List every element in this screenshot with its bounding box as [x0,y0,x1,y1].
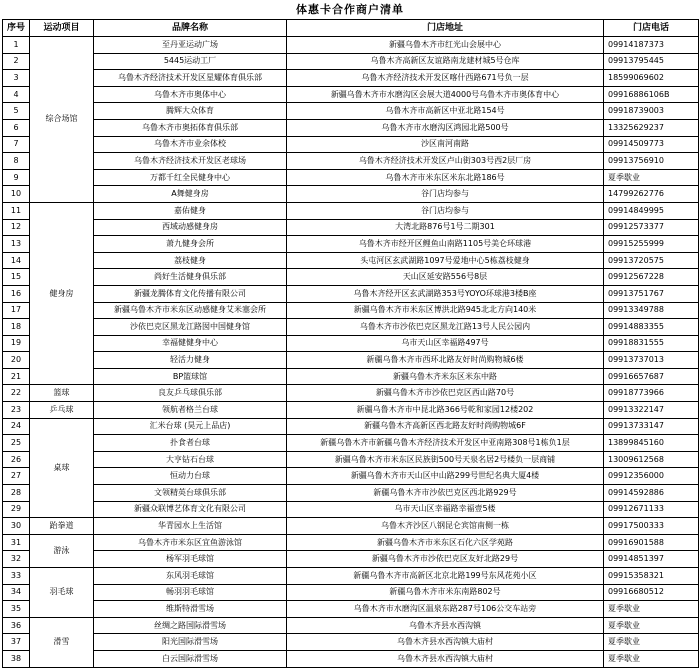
header-no: 序号 [3,20,30,37]
store-phone: 14799262776 [604,186,699,203]
store-phone: 09918773966 [604,385,699,402]
sport-category: 乒乓球 [30,402,94,419]
store-address: 新疆乌鲁木齐市天山区中山路299号世纪名典大厦4楼 [287,468,604,485]
row-number: 7 [3,136,30,153]
store-phone: 09916657687 [604,368,699,385]
table-row [3,70,699,87]
store-phone: 09916680512 [604,584,699,601]
store-phone: 09913756910 [604,153,699,170]
row-number: 2 [3,53,30,70]
table-row [3,219,699,236]
brand-name: 良友乒乓球俱乐部 [94,385,287,402]
brand-name: 华青园水上生活馆 [94,518,287,535]
store-address: 乌鲁木齐县水西沟镇大庙村 [287,650,604,667]
store-address: 乌鲁木齐市米东区米东北路186号 [287,169,604,186]
store-phone: 09913720575 [604,252,699,269]
store-phone: 09913737013 [604,352,699,369]
sport-category: 桌球 [30,418,94,518]
table-row [3,186,699,203]
table-row [3,169,699,186]
header-category: 运动项目 [30,20,94,37]
brand-name: 5445运动工厂 [94,53,287,70]
row-number: 28 [3,485,30,502]
store-address: 新疆乌鲁木齐市米东南路802号 [287,584,604,601]
brand-name: 西域动感健身房 [94,219,287,236]
table-row [3,119,699,136]
table-row [3,617,699,634]
brand-name: 乌鲁木齐市米东区宜鱼游泳馆 [94,534,287,551]
brand-name: 大亨钻石台球 [94,451,287,468]
store-address: 新疆乌鲁木齐市中昆北路366号乾和家园12楼202 [287,402,604,419]
table-row [3,335,699,352]
store-address: 乌鲁木齐市经开区鲤鱼山南路1105号美仑环球港 [287,236,604,253]
store-phone: 18599069602 [604,70,699,87]
store-phone: 09913795445 [604,53,699,70]
sport-category: 综合场馆 [30,37,94,203]
brand-name: 轻活力健身 [94,352,287,369]
store-phone: 09912567228 [604,269,699,286]
store-phone: 09914849995 [604,202,699,219]
table-row [3,202,699,219]
table-row [3,601,699,618]
store-phone: 09918739003 [604,103,699,120]
store-address: 新疆乌鲁木齐市米东区民族街500号天泉名居2号楼负一层商铺 [287,451,604,468]
row-number: 22 [3,385,30,402]
table-row [3,269,699,286]
sport-category: 健身房 [30,202,94,385]
row-number: 14 [3,252,30,269]
store-phone: 夏季歇业 [604,601,699,618]
table-row [3,435,699,452]
brand-name: 乌鲁木齐市业余体校 [94,136,287,153]
store-phone: 09912356000 [604,468,699,485]
row-number: 3 [3,70,30,87]
row-number: 5 [3,103,30,120]
store-address: 天山区延安路556号8层 [287,269,604,286]
store-address: 新疆乌鲁木齐高新区西北路友好时尚购物城6F [287,418,604,435]
header-brand: 品牌名称 [94,20,287,37]
brand-name: 萧九健身会所 [94,236,287,253]
store-address: 乌鲁木齐经开区玄武湖路353号YOYO环球港3楼B座 [287,285,604,302]
store-address: 乌鲁木齐高新区友谊路南龙建材城5号仓库 [287,53,604,70]
brand-name: 乌鲁木齐经济技术开发区星耀体育俱乐部 [94,70,287,87]
row-number: 17 [3,302,30,319]
store-phone: 13325629237 [604,119,699,136]
header-phone: 门店电话 [604,20,699,37]
row-number: 24 [3,418,30,435]
row-number: 26 [3,451,30,468]
brand-name: 至丹亚运动广场 [94,37,287,54]
table-row [3,634,699,651]
store-address: 新疆乌鲁木齐市沙依巴克区友好北路29号 [287,551,604,568]
row-number: 4 [3,86,30,103]
table-row [3,302,699,319]
table-row [3,402,699,419]
row-number: 9 [3,169,30,186]
row-number: 6 [3,119,30,136]
table-row [3,368,699,385]
brand-name: 领航者格兰台球 [94,402,287,419]
page-title: 体惠卡合作商户清单 [296,3,404,16]
table-row [3,385,699,402]
store-address: 乌市天山区幸福路497号 [287,335,604,352]
store-phone: 09913733147 [604,418,699,435]
table-row [3,86,699,103]
row-number: 15 [3,269,30,286]
brand-name: 乌鲁木齐市奥拓体育俱乐部 [94,119,287,136]
store-phone: 09918831555 [604,335,699,352]
row-number: 19 [3,335,30,352]
store-phone: 09912573377 [604,219,699,236]
table-row [3,468,699,485]
store-phone: 09913349788 [604,302,699,319]
row-number: 30 [3,518,30,535]
store-address: 乌鲁木齐市高新区中亚北路154号 [287,103,604,120]
store-phone: 夏季歇业 [604,650,699,667]
table-row [3,551,699,568]
row-number: 36 [3,617,30,634]
brand-name: 杨军羽毛球馆 [94,551,287,568]
row-number: 11 [3,202,30,219]
store-phone: 13009612568 [604,451,699,468]
row-number: 35 [3,601,30,618]
table-row [3,501,699,518]
table-row [3,37,699,54]
row-number: 18 [3,319,30,336]
row-number: 34 [3,584,30,601]
brand-name: 维斯特滑雪场 [94,601,287,618]
table-row [3,451,699,468]
store-address: 谷门店均参与 [287,186,604,203]
store-address: 乌鲁木齐经济技术开发区卢山街303号西2层厂房 [287,153,604,170]
merchant-table [2,19,699,668]
table-row [3,352,699,369]
store-address: 乌鲁木齐经济技术开发区喀什西路671号负一层 [287,70,604,87]
row-number: 37 [3,634,30,651]
store-address: 乌鲁木齐市水磨沟区温泉东路287号106公交车站旁 [287,601,604,618]
store-address: 乌鲁木齐县水西沟镇 [287,617,604,634]
brand-name: 扑食者台球 [94,435,287,452]
brand-name: 荔枝健身 [94,252,287,269]
table-row [3,319,699,336]
store-phone: 09914592886 [604,485,699,502]
table-row [3,153,699,170]
store-address: 新疆乌鲁木齐米东区米东中路 [287,368,604,385]
header-address: 门店地址 [287,20,604,37]
brand-name: 万都千红全民健身中心 [94,169,287,186]
store-address: 新疆乌鲁木齐市水磨沟区会展大道4000号乌鲁木齐市奥体育中心 [287,86,604,103]
store-address: 新疆乌鲁木齐市新疆乌鲁木齐经济技术开发区中亚南路308号1栋负1层 [287,435,604,452]
sport-category: 羽毛球 [30,568,94,618]
store-phone: 09916886106B [604,86,699,103]
row-number: 13 [3,236,30,253]
brand-name: 白云国际滑雪场 [94,650,287,667]
sport-category: 滑雪 [30,617,94,667]
brand-name: 腾辉大众体育 [94,103,287,120]
brand-name: 畅羽羽毛球馆 [94,584,287,601]
table-row [3,584,699,601]
brand-name: 恒动力台球 [94,468,287,485]
table-row [3,418,699,435]
row-number: 29 [3,501,30,518]
store-phone: 09914187373 [604,37,699,54]
table-row [3,534,699,551]
brand-name: 新疆龙腾体育文化传播有限公司 [94,285,287,302]
store-phone: 09916901588 [604,534,699,551]
row-number: 33 [3,568,30,585]
store-address: 乌市天山区幸福路幸福壹5楼 [287,501,604,518]
store-address: 新疆乌鲁木齐市沙依巴克区西北路929号 [287,485,604,502]
store-phone: 09913751767 [604,285,699,302]
table-row [3,650,699,667]
brand-name: 乌鲁木齐经济技术开发区老球场 [94,153,287,170]
store-phone: 09917500333 [604,518,699,535]
sport-category: 跆拳道 [30,518,94,535]
brand-name: 尚好生活健身俱乐部 [94,269,287,286]
row-number: 12 [3,219,30,236]
store-address: 乌鲁木齐市水磨沟区鸿园北路500号 [287,119,604,136]
store-phone: 夏季歇业 [604,634,699,651]
row-number: 31 [3,534,30,551]
row-number: 16 [3,285,30,302]
table-row [3,568,699,585]
table-row [3,252,699,269]
brand-name: 乌鲁木齐市奥体中心 [94,86,287,103]
table-row [3,236,699,253]
row-number: 21 [3,368,30,385]
store-address: 新疆乌鲁木齐市高新区北京北路199号东风花苑小区 [287,568,604,585]
brand-name: 嘉佑健身 [94,202,287,219]
store-phone: 09915255999 [604,236,699,253]
store-phone: 13899845160 [604,435,699,452]
store-phone: 09914851397 [604,551,699,568]
row-number: 20 [3,352,30,369]
brand-name: 东风羽毛球馆 [94,568,287,585]
row-number: 25 [3,435,30,452]
store-address: 大湾北路876号1号二期301 [287,219,604,236]
store-address: 乌鲁木齐县水西沟镇大庙村 [287,634,604,651]
brand-name: 汇米台球 (昊元上品店) [94,418,287,435]
store-phone: 夏季歇业 [604,169,699,186]
store-address: 新疆乌鲁木齐市红光山会展中心 [287,37,604,54]
row-number: 32 [3,551,30,568]
store-phone: 09915358321 [604,568,699,585]
store-address: 新疆乌鲁木齐市米东区博洪北路945北北方向140米 [287,302,604,319]
table-row [3,103,699,120]
brand-name: BP篮球馆 [94,368,287,385]
row-number: 27 [3,468,30,485]
table-row [3,136,699,153]
store-address: 乌鲁木齐沙区八钢昆仑宾馆南侧一栋 [287,518,604,535]
table-row [3,285,699,302]
store-phone: 09914883355 [604,319,699,336]
brand-name: 阳光国际滑雪场 [94,634,287,651]
store-address: 新疆乌鲁木齐市米东区石化六区学苑路 [287,534,604,551]
store-address: 新疆乌鲁木齐市沙依巴克区西山路70号 [287,385,604,402]
table-row [3,518,699,535]
store-address: 头屯河区玄武湖路1097号爱地中心5栋荔枝健身 [287,252,604,269]
store-address: 乌鲁木齐市沙依巴克区黑龙江路13号人民公园内 [287,319,604,336]
brand-name: 新疆众联博艺体育文化有限公司 [94,501,287,518]
brand-name: 新疆乌鲁木齐市米东区动感健身艾米塞会所 [94,302,287,319]
row-number: 8 [3,153,30,170]
table-body [3,37,699,668]
brand-name: 丝绸之路国际滑雪场 [94,617,287,634]
row-number: 38 [3,650,30,667]
store-address: 沙区南河南路 [287,136,604,153]
sport-category: 游泳 [30,534,94,567]
table-header-row [3,20,699,37]
store-phone: 09914509773 [604,136,699,153]
store-address: 谷门店均参与 [287,202,604,219]
brand-name: A舞健身房 [94,186,287,203]
brand-name: 沙依巴克区黑龙江路囡中国健身馆 [94,319,287,336]
row-number: 10 [3,186,30,203]
store-phone: 夏季歇业 [604,617,699,634]
sport-category: 篮球 [30,385,94,402]
brand-name: 幸福健健身中心 [94,335,287,352]
row-number: 23 [3,402,30,419]
store-phone: 09912671133 [604,501,699,518]
table-row [3,485,699,502]
table-row [3,53,699,70]
brand-name: 文领精英台球俱乐部 [94,485,287,502]
store-address: 新疆乌鲁木齐市西环北路友好时尚购物城6楼 [287,352,604,369]
store-phone: 09913322147 [604,402,699,419]
row-number: 1 [3,37,30,54]
